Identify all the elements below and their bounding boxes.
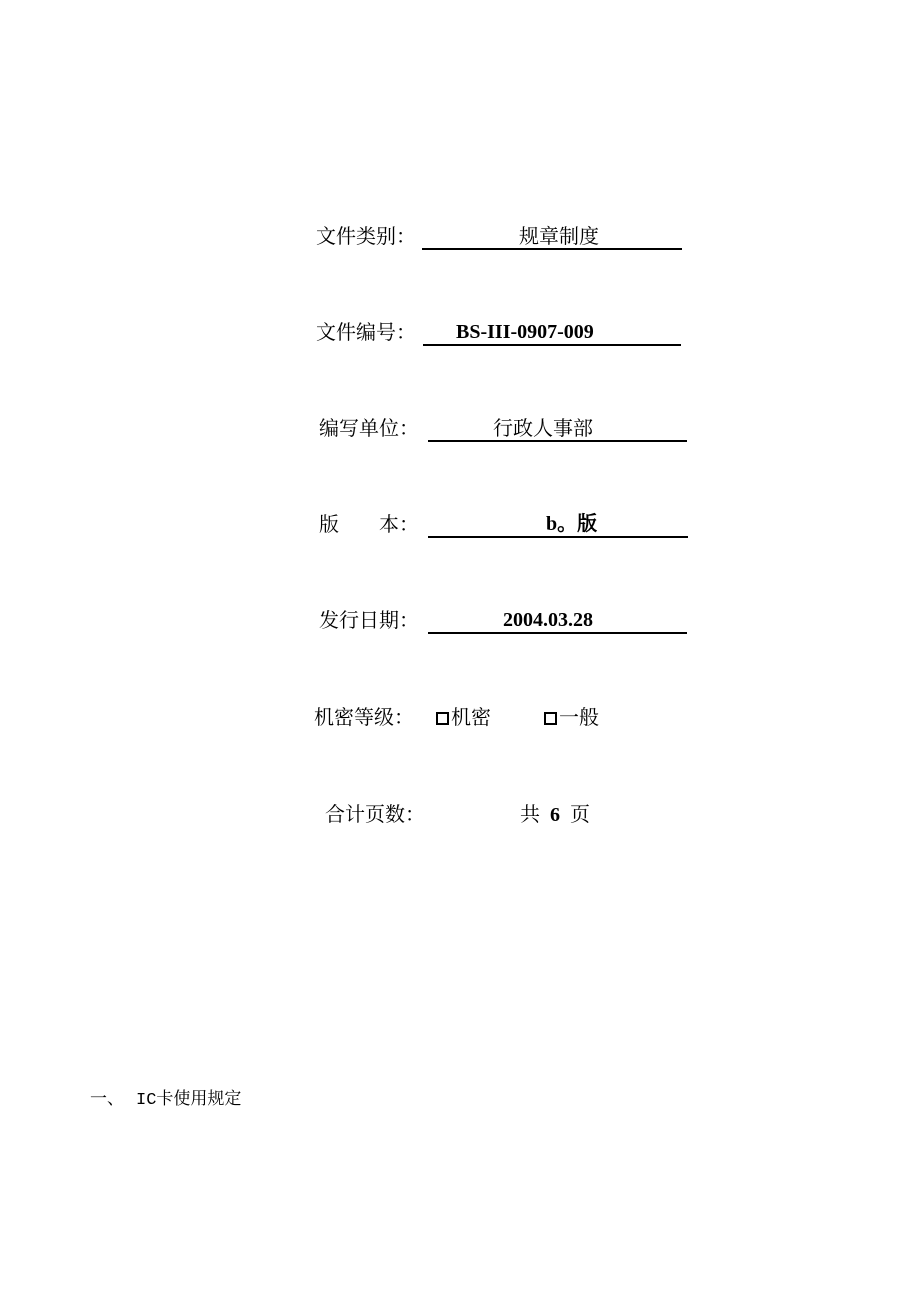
version-label: 版 本： — [319, 512, 419, 536]
author-unit-underline — [428, 416, 687, 442]
category-underline — [422, 224, 682, 250]
version-value: b。版 — [546, 513, 598, 535]
confidentiality-label: 机密等级： — [314, 705, 414, 729]
confidentiality-option-confidential[interactable] — [436, 705, 491, 729]
document-number-underline — [423, 320, 681, 346]
document-number-label: 文件编号： — [316, 320, 416, 344]
confidentiality-option-general[interactable] — [544, 705, 599, 729]
total-pages-label: 合计页数： — [325, 802, 425, 826]
section-code: IC — [136, 1091, 157, 1110]
section-title: 卡使用规定 — [156, 1089, 242, 1109]
category-value: 规章制度 — [519, 224, 599, 248]
checkbox-icon[interactable] — [436, 712, 449, 725]
issue-date-underline — [428, 608, 687, 634]
total-pages-suffix: 页 — [570, 802, 590, 826]
version-underline — [428, 512, 688, 538]
issue-date-label: 发行日期： — [319, 608, 419, 632]
section-heading — [90, 1088, 241, 1112]
total-pages-count: 6 — [550, 804, 560, 826]
author-unit-value: 行政人事部 — [493, 416, 593, 440]
category-label: 文件类别： — [316, 224, 416, 248]
author-unit-label: 编写单位： — [319, 416, 419, 440]
confidentiality-option-general-label: 一般 — [559, 705, 599, 729]
section-index: 一、 — [90, 1089, 124, 1109]
total-pages-prefix: 共 — [520, 802, 540, 826]
issue-date-value: 2004.03.28 — [503, 609, 593, 631]
total-pages-value — [520, 802, 590, 827]
document-number-value: BS-III-0907-009 — [456, 321, 594, 343]
confidentiality-option-confidential-label: 机密 — [451, 705, 491, 729]
checkbox-icon[interactable] — [544, 712, 557, 725]
